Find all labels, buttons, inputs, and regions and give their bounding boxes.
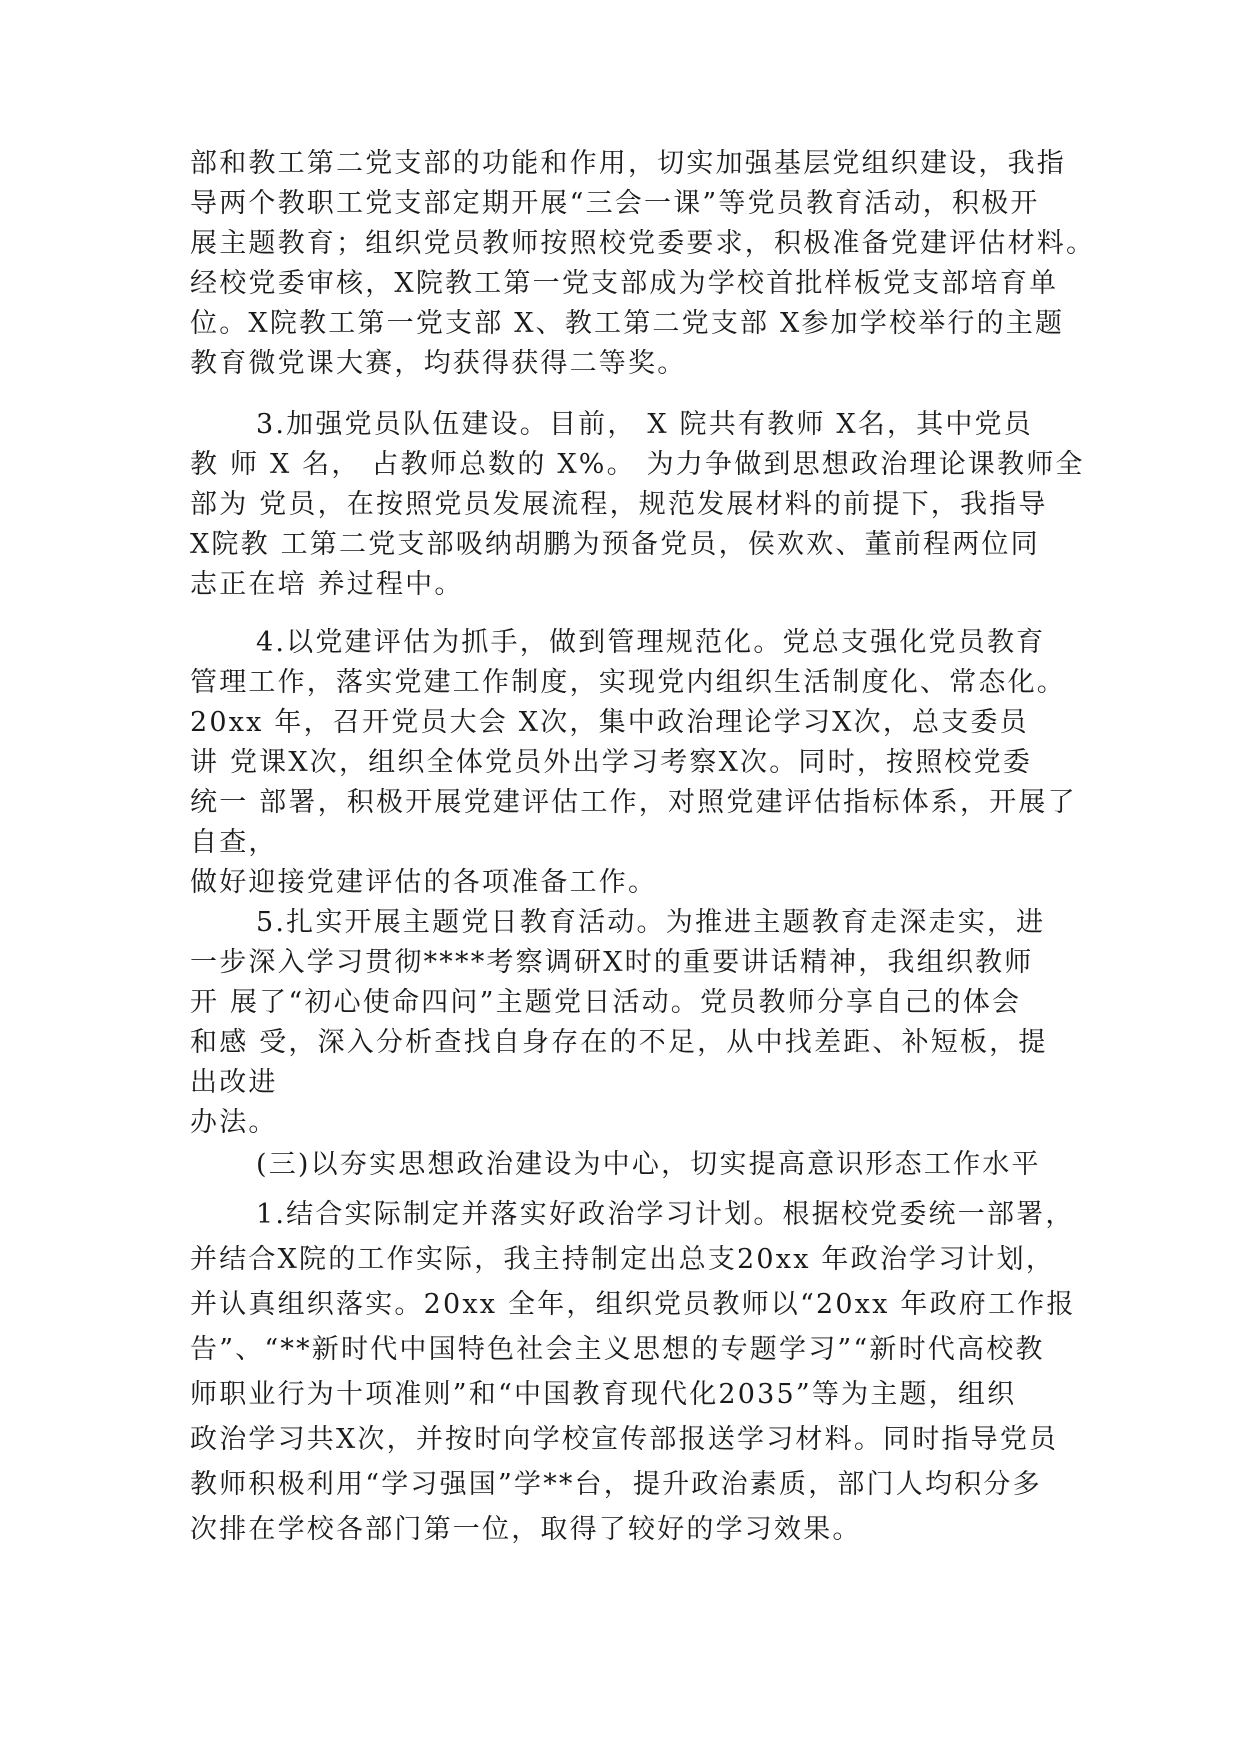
paragraph-line: 20xx 年，召开党员大会 X次，集中政治理论学习X次，总支委员 <box>190 707 1029 738</box>
paragraph-line: 并认真组织落实。20xx 全年，组织党员教师以“20xx 年政府工作报 <box>190 1289 1076 1320</box>
paragraph-line: 讲 党课X次，组织全体党员外出学习考察X次。同时，按照校党委 <box>190 747 1033 778</box>
paragraph-line: 并结合X院的工作实际，我主持制定出总支20xx 年政治学习计划， <box>190 1244 1056 1275</box>
paragraph-line: 做好迎接党建评估的各项准备工作。 <box>190 867 658 898</box>
paragraph-line: 1.结合实际制定并落实好政治学习计划。根据校党委统一部署， <box>256 1199 1075 1230</box>
paragraph-line: 次排在学校各部门第一位，取得了较好的学习效果。 <box>190 1514 862 1545</box>
paragraph-line: 位。X院教工第一党支部 X、教工第二党支部 X参加学校举行的主题 <box>190 308 1065 339</box>
paragraph-line: 办法。 <box>190 1107 278 1138</box>
paragraph-line: 部和教工第二党支部的功能和作用，切实加强基层党组织建设，我指 <box>190 148 1066 179</box>
paragraph-line: 教育微党课大赛，均获得获得二等奖。 <box>190 348 687 379</box>
paragraph-line: 统一 部署，积极开展党建评估工作，对照党建评估指标体系，开展了 <box>190 787 1077 818</box>
paragraph-line: 教师积极利用“学习强国”学**台，提升政治素质，部门人均积分多 <box>190 1469 1042 1500</box>
paragraph-line: 教 师 X 名， 占教师总数的 X%。 为力争做到思想政治理论课教师全 <box>190 449 1085 480</box>
paragraph-line: 自查， <box>190 827 278 858</box>
section-heading: (三)以夯实思想政治建设为中心，切实提高意识形态工作水平 <box>256 1149 1041 1180</box>
paragraph-line: 师职业行为十项准则”和“中国教育现代化2035”等为主题，组织 <box>190 1379 1017 1410</box>
paragraph-line: 3.加强党员队伍建设。目前， X 院共有教师 X名，其中党员 <box>256 409 1033 440</box>
paragraph-line: 政治学习共X次，并按时向学校宣传部报送学习材料。同时指导党员 <box>190 1424 1059 1455</box>
paragraph-line: 展主题教育；组织党员教师按照校党委要求，积极准备党建评估材料。 <box>190 228 1096 259</box>
paragraph-line: 4.以党建评估为抓手，做到管理规范化。党总支强化党员教育 <box>256 627 1046 658</box>
paragraph-line: 和感 受，深入分析查找自身存在的不足，从中找差距、补短板，提 <box>190 1027 1048 1058</box>
paragraph-line: X院教 工第二党支部吸纳胡鹏为预备党员，侯欢欢、董前程两位同 <box>190 529 1040 560</box>
paragraph-line: 出改进 <box>190 1067 278 1098</box>
paragraph-line: 管理工作，落实党建工作制度，实现党内组织生活制度化、常态化。 <box>190 667 1066 698</box>
paragraph-line: 告”、“**新时代中国特色社会主义思想的专题学习”“新时代高校教 <box>190 1334 1045 1365</box>
paragraph-line: 志正在培 养过程中。 <box>190 569 464 600</box>
paragraph-line: 5.扎实开展主题党日教育活动。为推进主题教育走深走实，进 <box>256 907 1046 938</box>
paragraph-line: 经校党委审核，X院教工第一党支部成为学校首批样板党支部培育单 <box>190 268 1059 299</box>
paragraph-line: 开 展了“初心使命四问”主题党日活动。党员教师分享自己的体会 <box>190 987 1022 1018</box>
paragraph-line: 部为 党员，在按照党员发展流程，规范发展材料的前提下，我指导 <box>190 489 1048 520</box>
paragraph-line: 一步深入学习贯彻****考察调研X时的重要讲话精神，我组织教师 <box>190 947 1034 978</box>
paragraph-line: 导两个教职工党支部定期开展“三会一课”等党员教育活动，积极开 <box>190 188 1040 219</box>
